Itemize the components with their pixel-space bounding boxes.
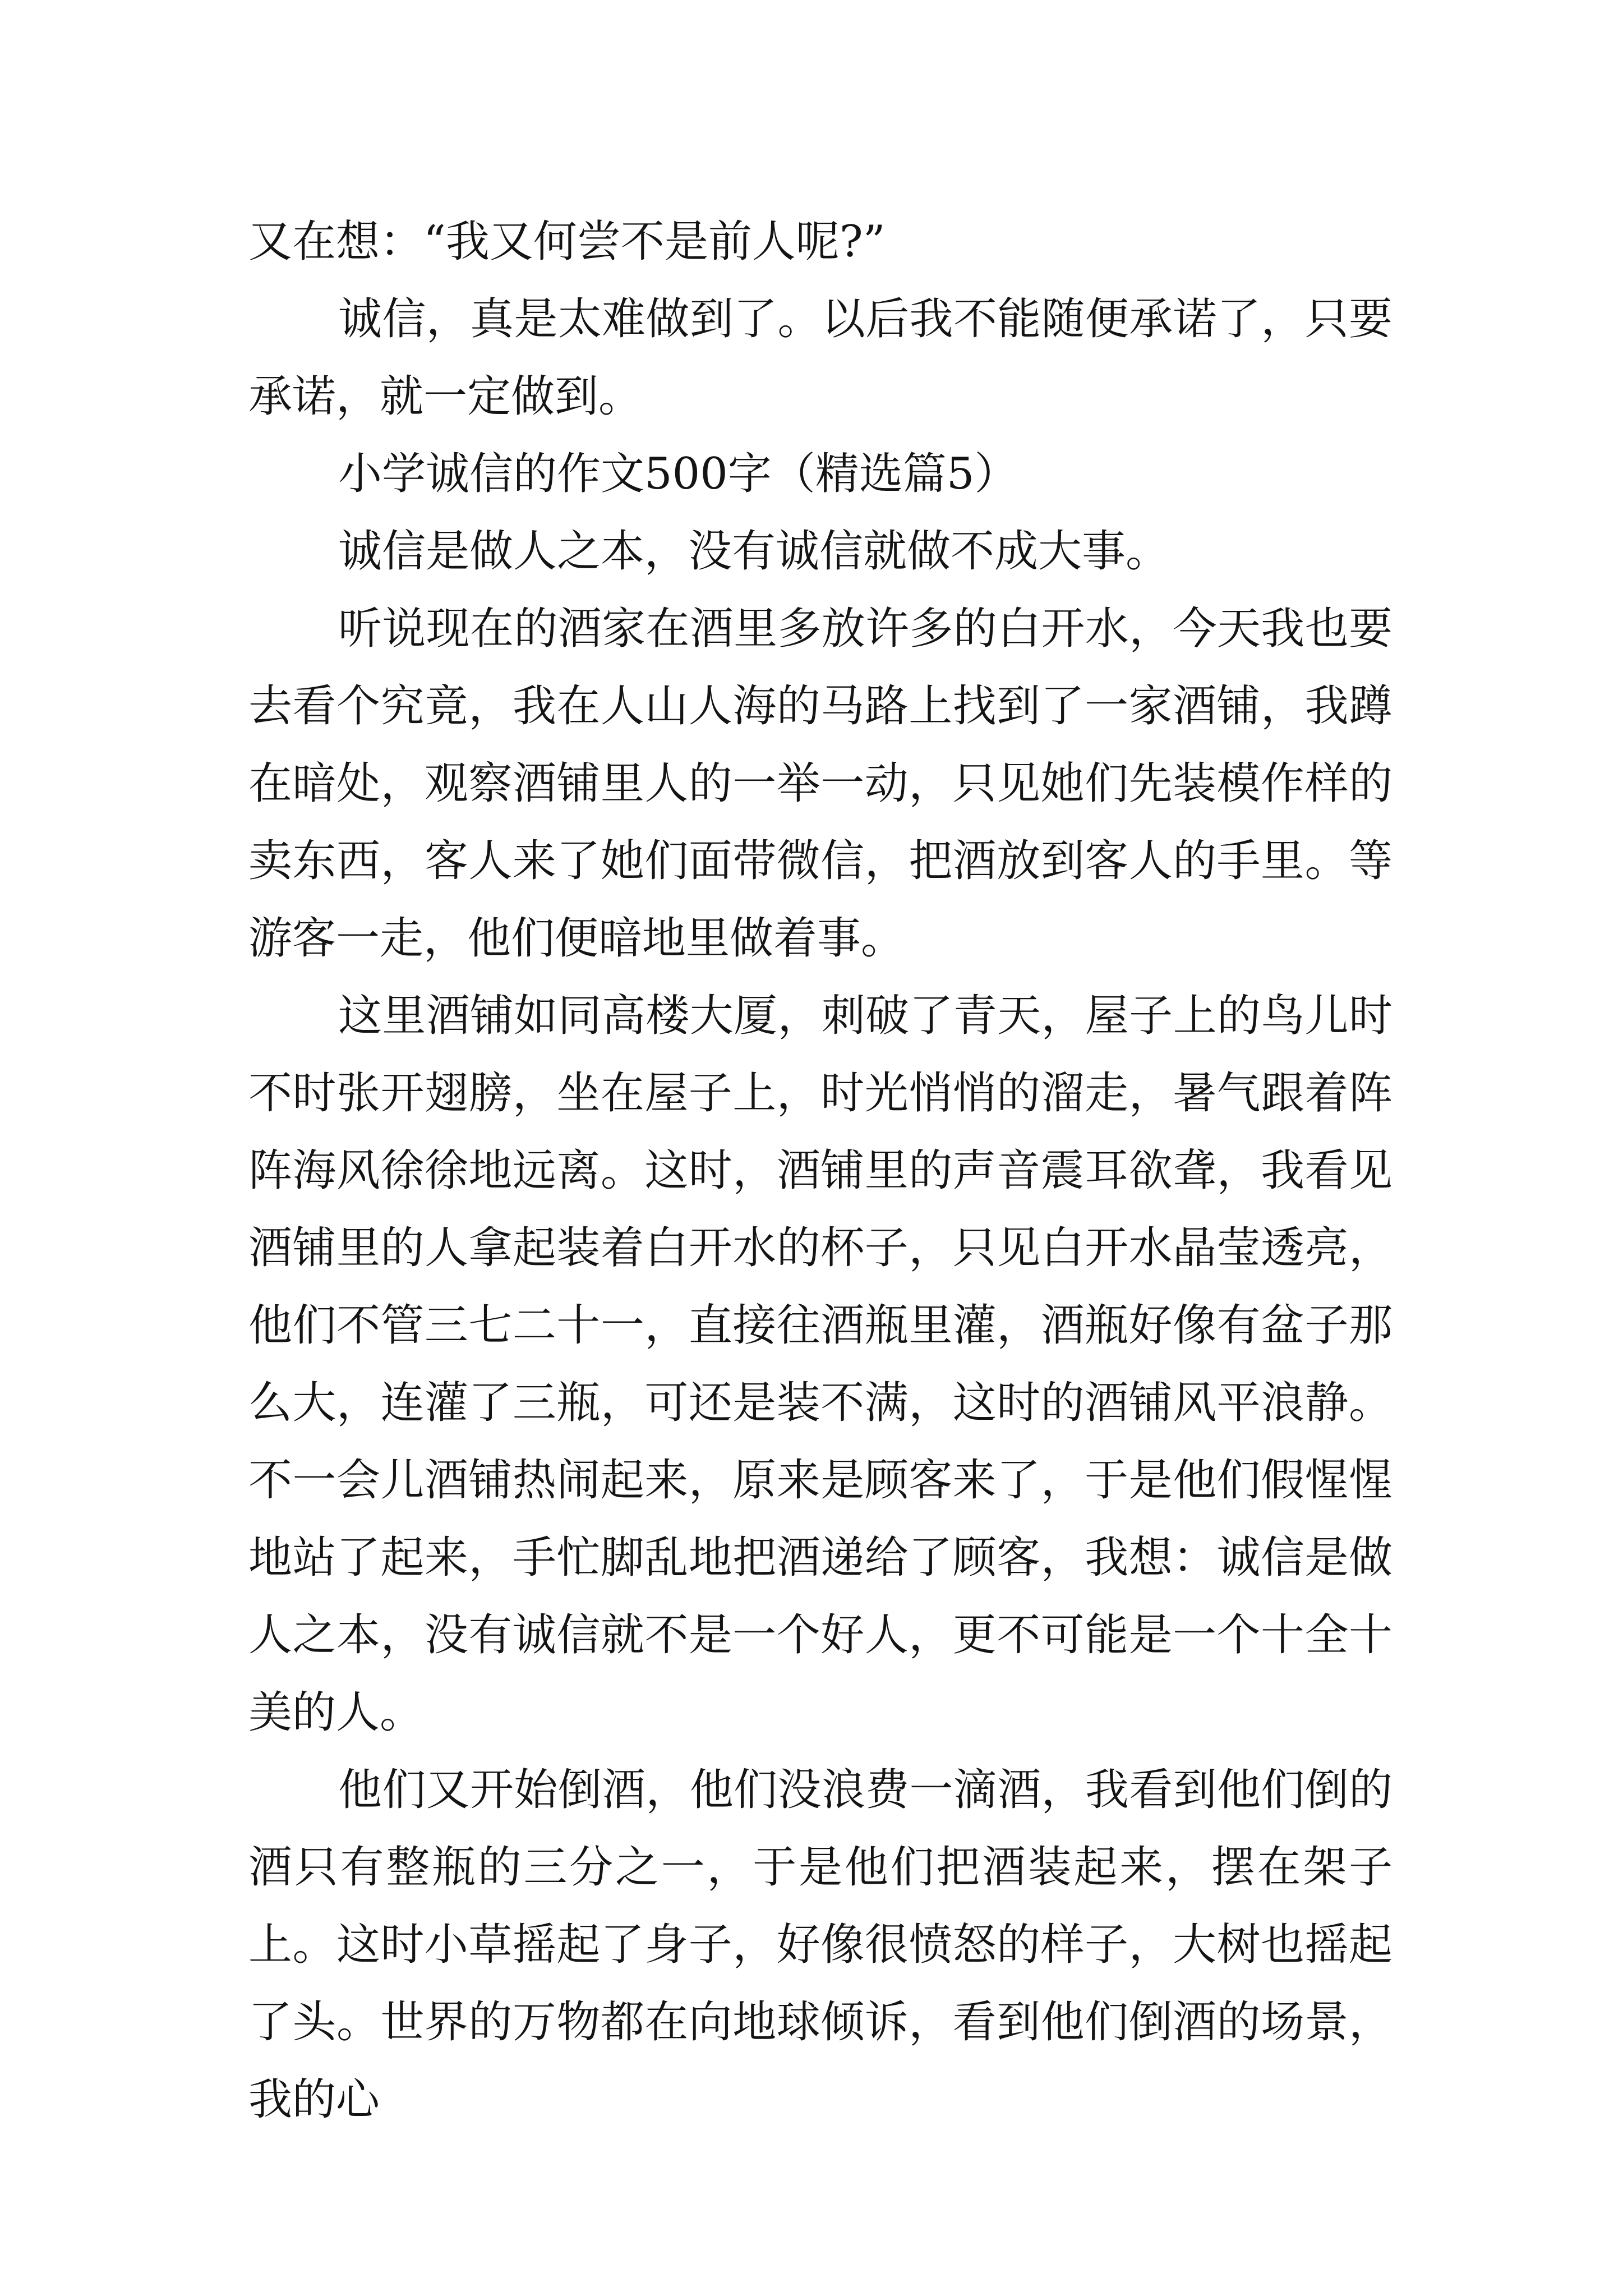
paragraph: 他们又开始倒酒，他们没浪费一滴酒，我看到他们倒的酒只有整瓶的三分之一，于是他们把酒装起来，摆在架子上。这时小草摇起了身子，好像很愤怒的样子，大树也摇起了头。世界的万物都在向地球倾诉，看到他们倒酒的场景，我的心 — [248, 1765, 1393, 2125]
paragraph: 这里酒铺如同高楼大厦，刺破了青天，屋子上的鸟儿时不时张开翅膀，坐在屋子上，时光悄悄的溜走，暑气跟着阵阵海风徐徐地远离。这时，酒铺里的声音震耳欲聋，我看见酒铺里的人拿起装着白开水的杯子，只见白开水晶莹透亮，他们不管三七二十一，直接往酒瓶里灌，酒瓶好像有盆子那么大，连灌了三瓶，可还是装不满，这时的酒铺风平浪静。不一会儿酒铺热闹起来，原来是顾客来了，于是他们假惺惺地站了起来，手忙脚乱地把酒递给了顾客，我想：诚信是做人之本，没有诚信就不是一个好人，更不可能是一个十全十美的人。 — [248, 991, 1393, 1738]
paragraph: 诚信，真是太难做到了。以后我不能随便承诺了，只要承诺，就一定做到。 — [248, 294, 1393, 422]
paragraph: 听说现在的酒家在酒里多放许多的白开水，今天我也要去看个究竟，我在人山人海的马路上找到了一家酒铺，我蹲在暗处，观察酒铺里人的一举一动，只见她们先装模作样的卖东西，客人来了她们面带微信，把酒放到客人的手里。等游客一走，他们便暗地里做着事。 — [248, 604, 1393, 964]
paragraph: 诚信是做人之本，没有诚信就做不成大事。 — [338, 526, 1170, 577]
paragraph-continuation: 又在想：“我又何尝不是前人呢?” — [248, 217, 886, 267]
section-heading: 小学诚信的作文500字（精选篇5） — [338, 449, 1018, 499]
body-text — [248, 203, 1393, 2138]
